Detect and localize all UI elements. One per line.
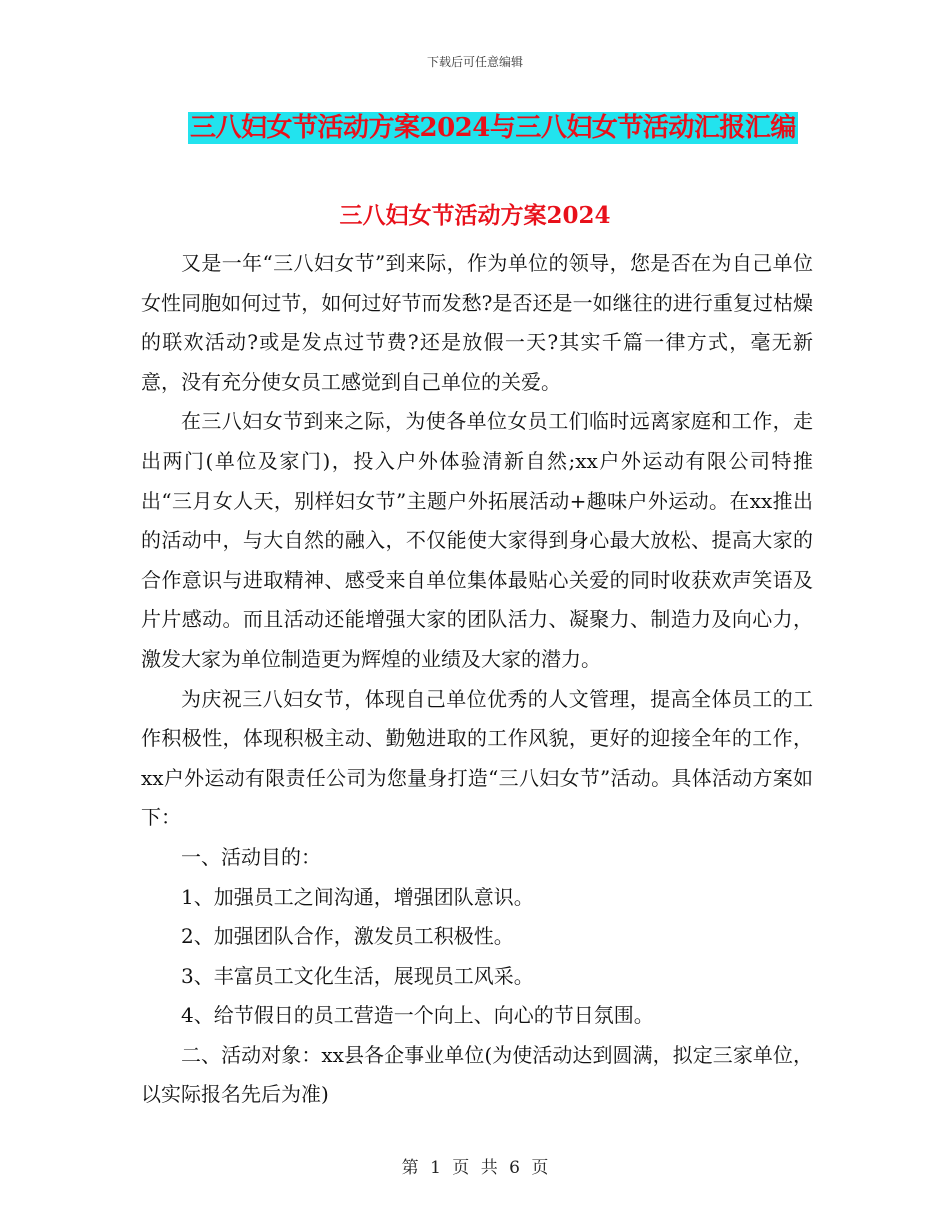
document-title: 三八妇女节活动方案2024与三八妇女节活动汇报汇编 — [190, 113, 796, 143]
document-body — [141, 244, 813, 1115]
paragraph-intro: 又是一年“三八妇女节”到来际，作为单位的领导，您是否在为自己单位女性同胞如何过节，如何过好节而发愁?是否还是一如继往的进行重复过枯燥的联欢活动?或是发点过节费?还是放假一天?其实千篇一律方式，毫无新意，没有充分使女员工感觉到自己单位的关爱。 — [141, 251, 813, 394]
header-note: 下载后可任意编辑 — [426, 55, 523, 69]
goal-heading: 一、活动目的： — [181, 844, 321, 869]
page-number: 第 1 页 共 6 页 — [401, 1158, 549, 1178]
section-title: 三八妇女节活动方案2024 — [339, 202, 611, 229]
paragraph-background: 在三八妇女节到来之际，为使各单位女员工们临时远离家庭和工作，走出两门(单位及家门)，投入户外体验清新自然;xx户外运动有限公司特推出“三月女人天，别样妇女节”主题户外拓展活动+趣味户外运动。在xx推出的活动中，与大自然的融入，不仅能使大家得到身心最大放松、提高大家的合作意识与进取精神、感受来自单位集体最贴心关爱的同时收获欢声笑语及片片感动。而且活动还能增强大家的团队活力、凝聚力、制造力及向心力，激发大家为单位制造更为辉煌的业绩及大家的潜力。 — [141, 409, 813, 671]
goal-item: 4、给节假日的员工营造一个向上、向心的节日氛围。 — [181, 1003, 654, 1028]
paragraph-target: 二、活动对象：xx县各企事业单位(为使活动达到圆满，拟定三家单位，以实际报名先后为准) — [141, 1042, 813, 1107]
paragraph-purpose: 为庆祝三八妇女节，体现自己单位优秀的人文管理，提高全体员工的工作积极性，体现积极主动、勤勉进取的工作风貌，更好的迎接全年的工作，xx户外运动有限责任公司为您量身打造“三八妇女节”活动。具体活动方案如下： — [141, 686, 813, 830]
goal-item: 3、丰富员工文化生活，展现员工风采。 — [181, 963, 534, 988]
goal-item: 2、加强团队合作，激发员工积极性。 — [181, 924, 514, 949]
goal-item: 1、加强员工之间沟通，增强团队意识。 — [181, 884, 534, 909]
